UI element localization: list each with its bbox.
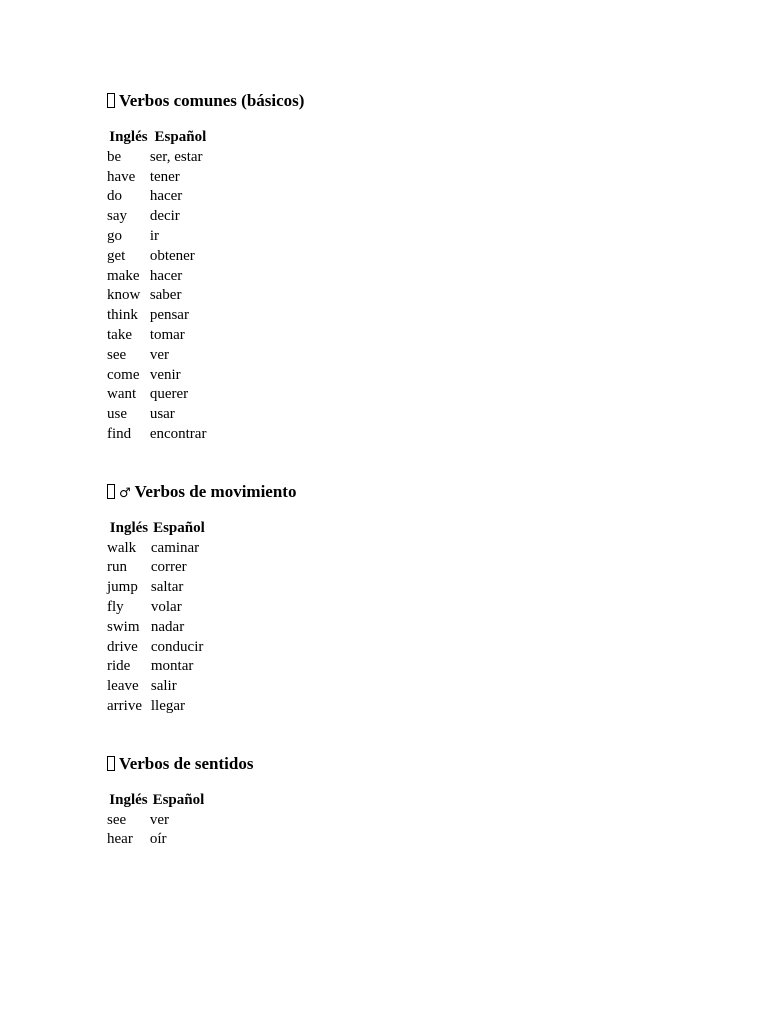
table-row	[107, 811, 207, 831]
missing-glyph-icon	[107, 93, 115, 108]
spanish-word: querer	[149, 386, 189, 403]
english-word: come	[107, 366, 140, 383]
spanish-word: ser, estar	[149, 148, 203, 165]
spanish-word: oír	[149, 831, 167, 848]
table-row	[107, 267, 211, 287]
spanish-word: tener	[149, 168, 180, 185]
vocab-table-common-verbs	[107, 128, 211, 445]
table-row	[107, 697, 207, 717]
english-word: be	[107, 148, 122, 165]
spanish-word: ir	[149, 227, 159, 244]
table-row	[107, 326, 211, 346]
section-title-common-verbs	[107, 90, 667, 112]
table-row	[107, 306, 211, 326]
english-word: fly	[107, 598, 124, 615]
column-header-spanish: Español	[153, 519, 205, 536]
spanish-word: salir	[150, 678, 177, 695]
spanish-word: usar	[149, 406, 175, 423]
table-row	[107, 830, 207, 850]
spanish-word: obtener	[149, 247, 195, 264]
section-title-text: Verbos comunes (básicos)	[119, 91, 305, 110]
vocab-table-sense-verbs	[107, 791, 207, 850]
table-row	[107, 346, 211, 366]
english-word: walk	[107, 539, 137, 556]
english-word: leave	[107, 678, 139, 695]
column-header-english: Inglés	[109, 129, 148, 145]
missing-glyph-icon	[107, 756, 115, 771]
spanish-word: hacer	[149, 267, 183, 284]
table-row	[107, 598, 207, 618]
spanish-word: caminar	[150, 539, 200, 556]
document-page	[107, 90, 667, 850]
table-row	[107, 558, 207, 578]
section-spacer	[107, 445, 667, 481]
spanish-word: conducir	[150, 638, 204, 655]
spanish-word: llegar	[150, 697, 186, 714]
spanish-word: ver	[149, 811, 170, 828]
table-row	[107, 618, 207, 638]
table-row	[107, 638, 207, 658]
table-row	[107, 366, 211, 386]
table-row	[107, 385, 211, 405]
english-word: jump	[107, 579, 138, 596]
spanish-word: hacer	[149, 188, 183, 205]
table-row	[107, 148, 211, 168]
section-title-text: Verbos de movimiento	[134, 481, 297, 501]
missing-glyph-icon	[107, 484, 115, 499]
english-word: use	[107, 406, 127, 423]
column-header-english: Inglés	[109, 519, 149, 536]
english-word: have	[107, 168, 136, 185]
table-header-row	[107, 128, 211, 148]
spanish-word: volar	[150, 598, 182, 615]
english-word: want	[107, 386, 137, 403]
spanish-word: saber	[149, 287, 182, 304]
table-row	[107, 247, 211, 267]
spanish-word: saltar	[150, 579, 184, 596]
english-word: swim	[107, 618, 140, 635]
english-word: take	[107, 326, 132, 343]
english-word: see	[107, 811, 127, 828]
english-word: hear	[107, 831, 133, 848]
english-word: go	[107, 227, 122, 244]
table-row	[107, 657, 207, 677]
english-word: know	[107, 287, 141, 304]
spanish-word: correr	[150, 559, 187, 576]
table-row	[107, 539, 207, 559]
english-word: make	[107, 267, 140, 284]
english-word: think	[107, 307, 138, 324]
table-row	[107, 168, 211, 188]
table-row	[107, 207, 211, 227]
english-word: run	[107, 559, 127, 576]
spanish-word: nadar	[150, 618, 185, 635]
section-title-movement-verbs	[107, 481, 667, 503]
column-header-spanish: Español	[152, 791, 205, 808]
table-row	[107, 187, 211, 207]
column-header-english: Inglés	[109, 791, 148, 808]
section-spacer	[107, 717, 667, 753]
english-word: do	[107, 188, 122, 205]
table-header-row	[107, 791, 207, 811]
spanish-word: decir	[149, 208, 180, 225]
english-word: ride	[107, 658, 131, 675]
table-row	[107, 227, 211, 247]
table-body	[107, 148, 211, 445]
table-row	[107, 578, 207, 598]
vocab-table-movement-verbs	[107, 519, 207, 717]
table-body	[107, 539, 207, 717]
spanish-word: montar	[150, 658, 194, 675]
english-word: drive	[107, 638, 138, 655]
english-word: arrive	[107, 697, 142, 714]
table-row	[107, 405, 211, 425]
english-word: say	[107, 208, 127, 225]
english-word: find	[107, 425, 132, 442]
section-title-sense-verbs	[107, 753, 667, 775]
spanish-word: venir	[149, 366, 181, 383]
table-row	[107, 286, 211, 306]
spanish-word: encontrar	[149, 425, 207, 442]
table-header-row	[107, 519, 207, 539]
spanish-word: ver	[149, 346, 169, 363]
table-body	[107, 811, 207, 851]
table-row	[107, 425, 211, 445]
table-row	[107, 677, 207, 697]
english-word: see	[107, 346, 127, 363]
spanish-word: pensar	[149, 307, 189, 324]
spanish-word: tomar	[149, 326, 185, 343]
english-word: get	[107, 247, 126, 264]
column-header-spanish: Español	[154, 129, 207, 145]
section-title-text: Verbos de sentidos	[119, 753, 254, 773]
male-symbol-icon: ♂	[119, 485, 131, 501]
